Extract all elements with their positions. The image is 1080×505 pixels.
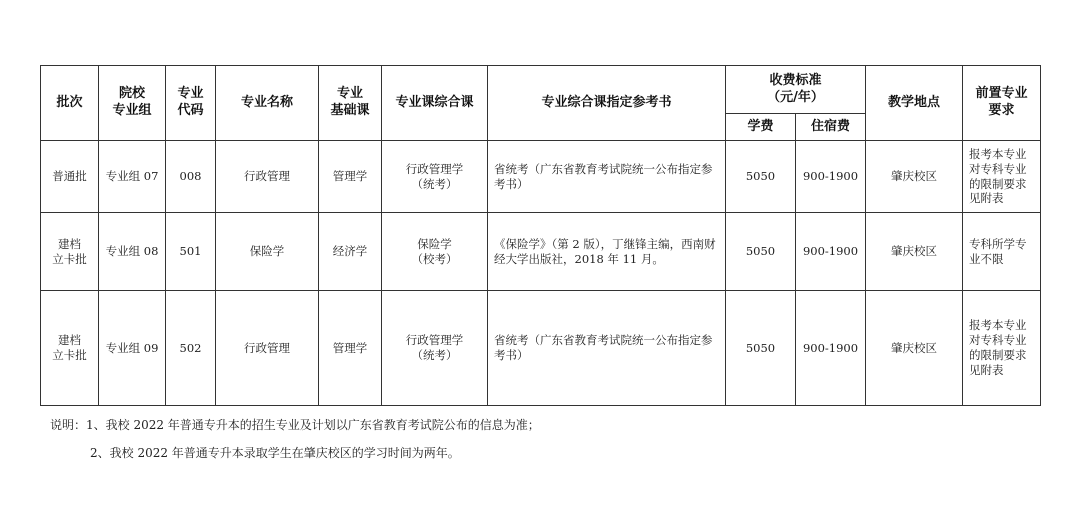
cell-foundation: 管理学 (319, 291, 382, 406)
cell-group: 专业组 07 (99, 141, 166, 213)
table-header-row (41, 66, 1041, 114)
note-line-2: 2、我校 2022 年普通专升本录取学生在肇庆校区的学习时间为两年。 (90, 446, 460, 460)
note-line-1: 说明：1、我校 2022 年普通专升本的招生专业及计划以广东省教育考试院公布的信息为准； (50, 418, 540, 432)
cell-major: 行政管理 (216, 141, 319, 213)
cell-prerequisite: 专科所学专业不限 (963, 213, 1041, 291)
header-prerequisite: 前置专业 要求 (963, 66, 1041, 141)
cell-batch: 普通批 (41, 141, 99, 213)
header-fees: 收费标准 （元/年） (726, 66, 866, 114)
header-comprehensive: 专业课综合课 (382, 66, 488, 141)
header-major: 专业名称 (216, 66, 319, 141)
header-reference: 专业综合课指定参考书 (488, 66, 726, 141)
cell-prerequisite: 报考本专业对专科专业的限制要求见附表 (963, 141, 1041, 213)
cell-dorm: 900-1900 (796, 141, 866, 213)
cell-dorm: 900-1900 (796, 291, 866, 406)
cell-reference: 省统考（广东省教育考试院统一公布指定参考书） (488, 291, 726, 406)
cell-comprehensive: 行政管理学 （统考） (382, 291, 488, 406)
cell-reference: 省统考（广东省教育考试院统一公布指定参考书） (488, 141, 726, 213)
table-row (41, 291, 1041, 406)
header-batch: 批次 (41, 66, 99, 141)
table-row (41, 141, 1041, 213)
cell-code: 502 (166, 291, 216, 406)
cell-dorm: 900-1900 (796, 213, 866, 291)
cell-batch: 建档 立卡批 (41, 213, 99, 291)
cell-foundation: 经济学 (319, 213, 382, 291)
cell-reference: 《保险学》（第 2 版），丁继锋主编，西南财经大学出版社，2018 年 11 月。 (488, 213, 726, 291)
cell-comprehensive: 保险学 （校考） (382, 213, 488, 291)
header-location: 教学地点 (866, 66, 963, 141)
cell-group: 专业组 08 (99, 213, 166, 291)
cell-foundation: 管理学 (319, 141, 382, 213)
cell-tuition: 5050 (726, 141, 796, 213)
header-dorm: 住宿费 (796, 114, 866, 141)
cell-comprehensive: 行政管理学 （统考） (382, 141, 488, 213)
cell-prerequisite: 报考本专业对专科专业的限制要求见附表 (963, 291, 1041, 406)
cell-location: 肇庆校区 (866, 291, 963, 406)
admission-table (40, 65, 1041, 406)
cell-code: 008 (166, 141, 216, 213)
header-tuition: 学费 (726, 114, 796, 141)
header-group: 院校 专业组 (99, 66, 166, 141)
header-code: 专业 代码 (166, 66, 216, 141)
cell-location: 肇庆校区 (866, 213, 963, 291)
cell-location: 肇庆校区 (866, 141, 963, 213)
header-foundation: 专业 基础课 (319, 66, 382, 141)
cell-tuition: 5050 (726, 291, 796, 406)
cell-major: 保险学 (216, 213, 319, 291)
cell-batch: 建档 立卡批 (41, 291, 99, 406)
cell-major: 行政管理 (216, 291, 319, 406)
table-row (41, 213, 1041, 291)
cell-group: 专业组 09 (99, 291, 166, 406)
cell-code: 501 (166, 213, 216, 291)
cell-tuition: 5050 (726, 213, 796, 291)
